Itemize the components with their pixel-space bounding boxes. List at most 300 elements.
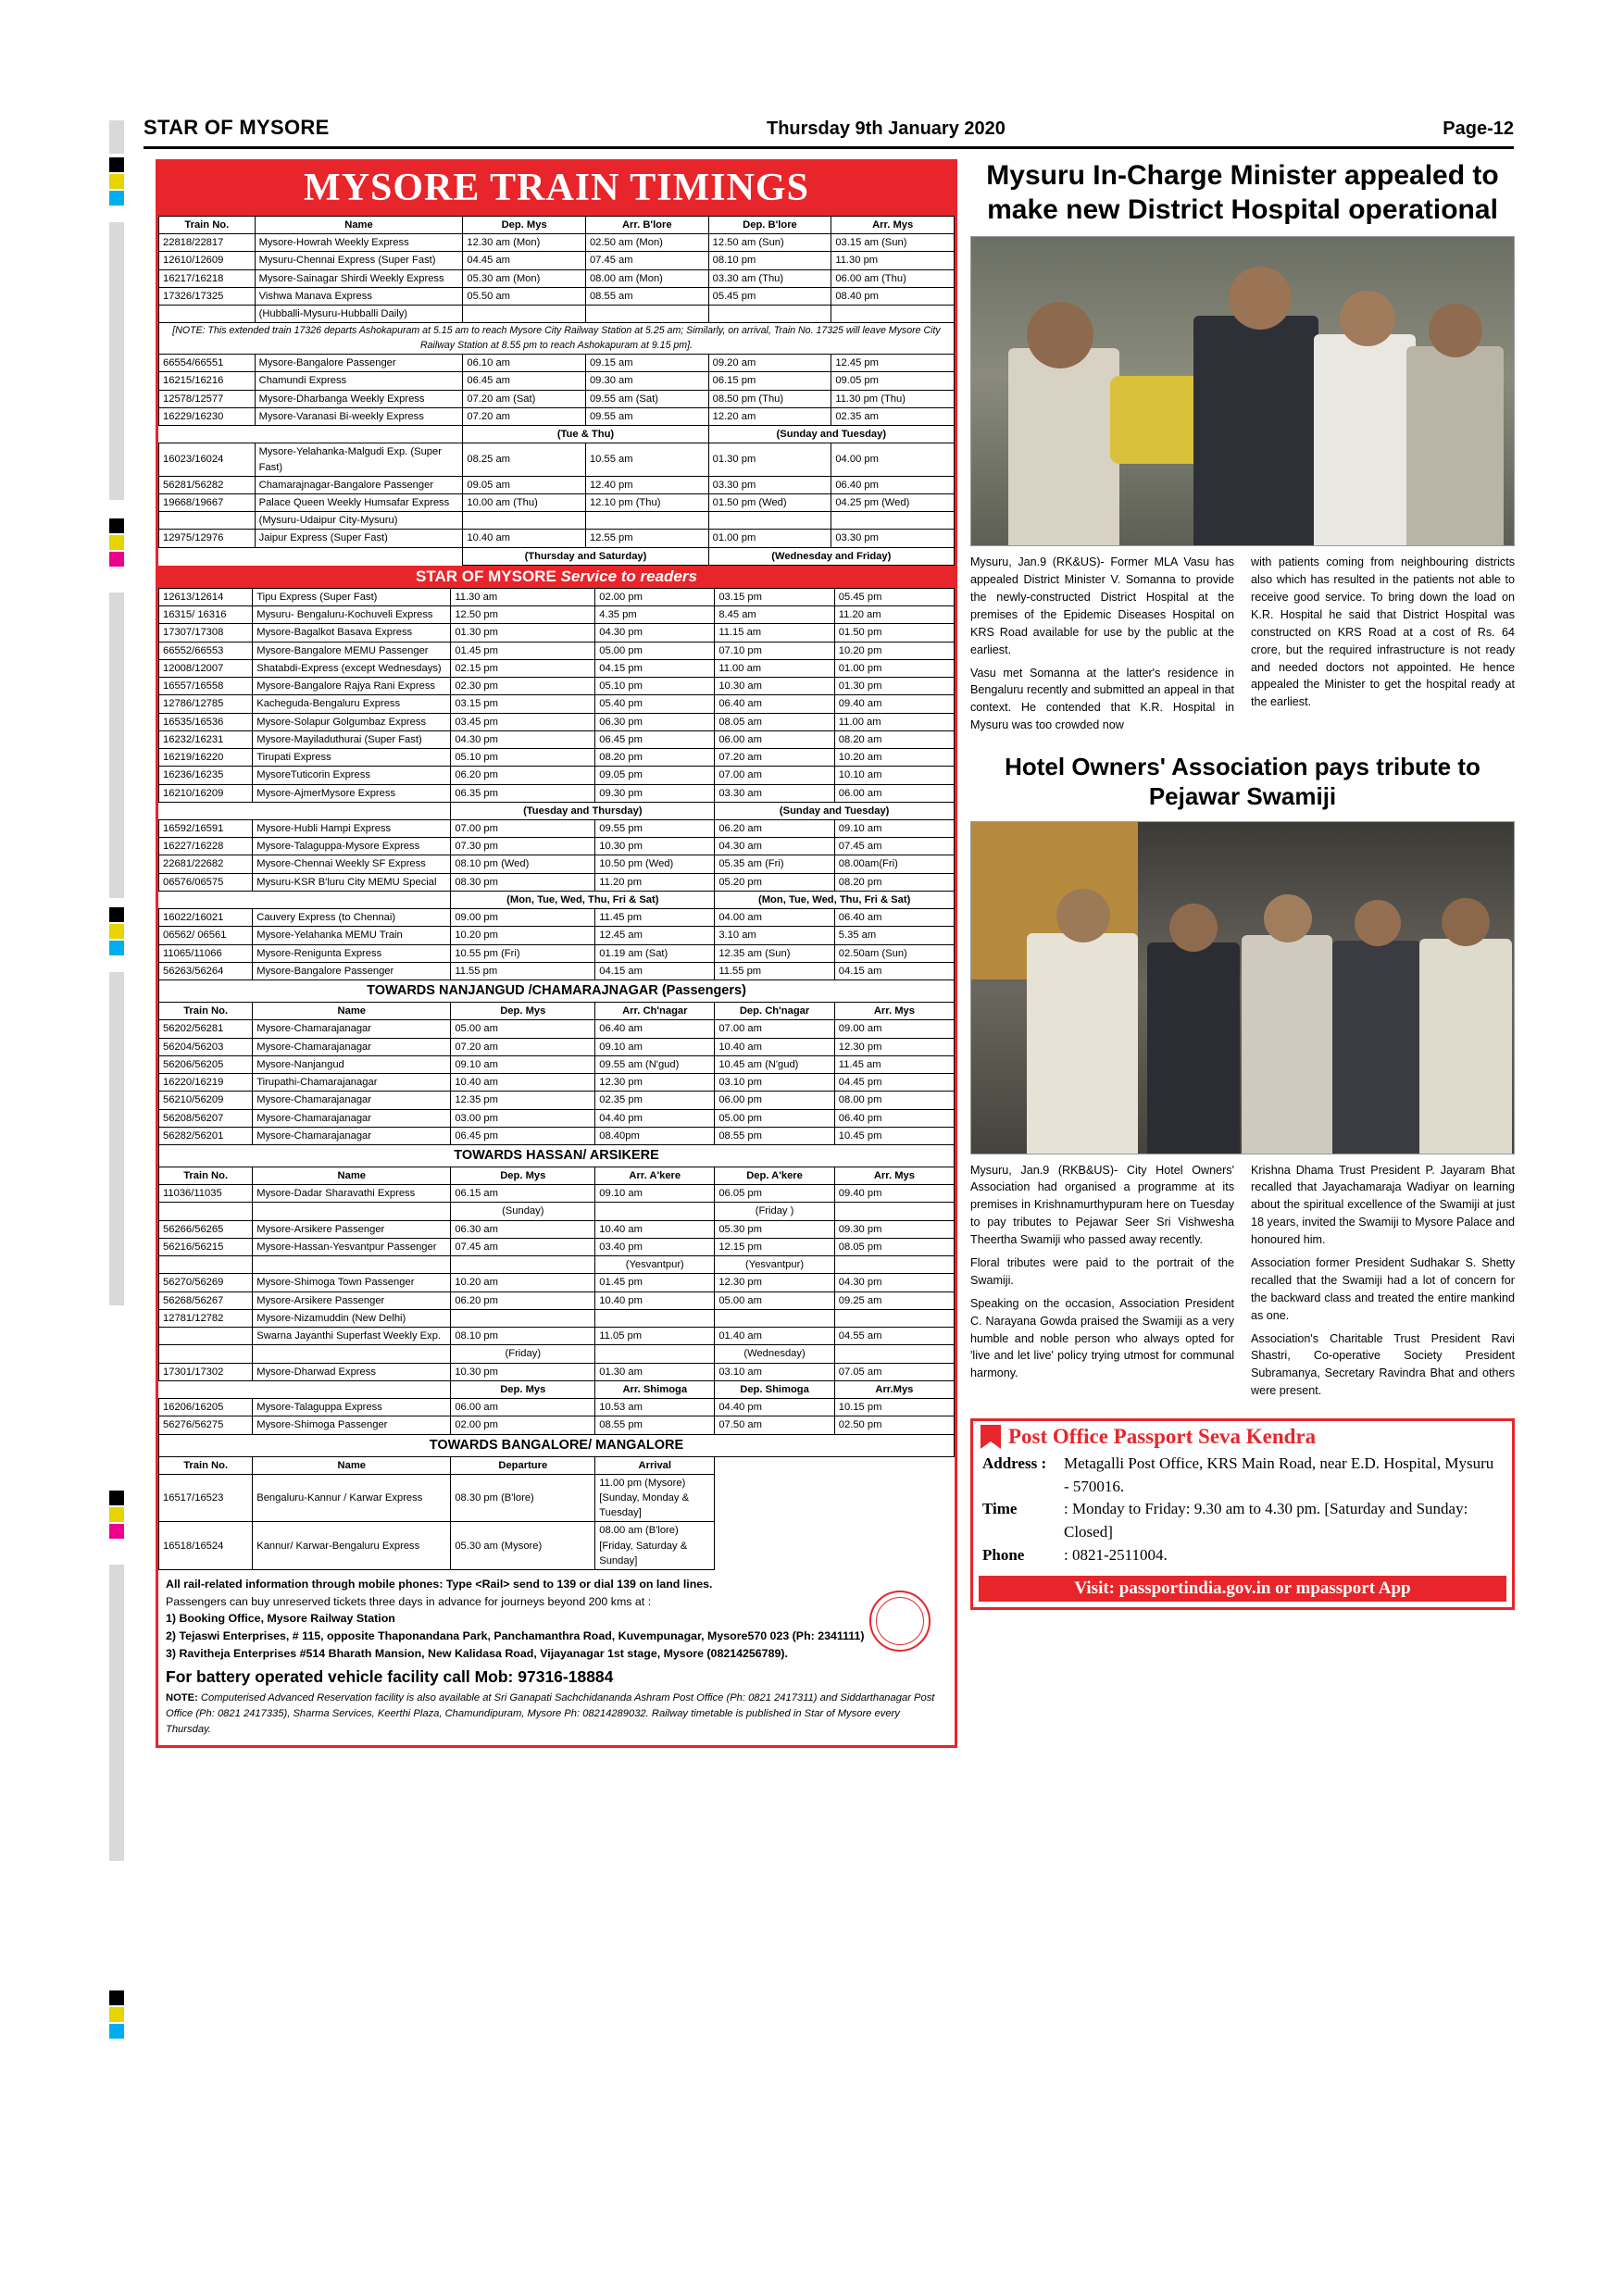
time-label: Time xyxy=(982,1500,1018,1518)
cell: 05.35 am (Fri) xyxy=(715,855,834,873)
cell: 12.45 pm xyxy=(831,355,955,372)
cell: 10.53 am xyxy=(595,1399,715,1416)
band-brand: STAR OF MYSORE xyxy=(416,567,556,585)
cell: 05.10 pm xyxy=(451,749,595,767)
cell: Chamarajnagar-Bangalore Passenger xyxy=(255,476,463,493)
cell: Mysore-Varanasi Bi-weekly Express xyxy=(255,407,463,425)
cell: 06.00 am xyxy=(451,1399,595,1416)
cell: Mysore-Bangalore MEMU Passenger xyxy=(253,642,451,659)
cell: 09.10 am xyxy=(595,1185,715,1203)
cell: 05.30 am (Mysore) xyxy=(451,1522,595,1570)
cell: 22818/22817 xyxy=(159,234,256,252)
span-label: (Mon, Tue, Wed, Thu, Fri & Sat) xyxy=(451,891,715,908)
span-label: (Thursday and Saturday) xyxy=(463,547,708,565)
reg-mark-black xyxy=(109,518,124,533)
table-row xyxy=(159,1309,955,1327)
cell: 12.30 am (Mon) xyxy=(463,234,586,252)
cell: 07.20 am xyxy=(715,749,834,767)
time-value: : Monday to Friday: 9.30 am to 4.30 pm. [Saturday and Sunday: Closed] xyxy=(1064,1500,1468,1541)
col-dep-mys: Dep. Mys xyxy=(451,1003,595,1020)
passport-time-row xyxy=(982,1498,1503,1543)
cell: 07.00 am xyxy=(715,1020,834,1038)
cell: 01.30 am xyxy=(595,1363,715,1380)
cell: 05.10 pm xyxy=(595,678,715,695)
col-train-no: Train No. xyxy=(159,1167,253,1185)
table-row xyxy=(159,1345,955,1363)
cell: 09.55 am (Sat) xyxy=(585,390,708,407)
cell: 06.00 pm xyxy=(715,1092,834,1109)
photo-figure xyxy=(1406,346,1504,546)
col-blank xyxy=(253,1380,451,1398)
cell: 04.00 pm xyxy=(831,443,955,476)
photo-figure xyxy=(1193,316,1318,546)
cell: 16535/16536 xyxy=(159,713,253,730)
cell: 08.05 pm xyxy=(834,1238,954,1255)
cell: 12.50 pm xyxy=(451,606,595,624)
table-row xyxy=(159,1256,955,1274)
cell xyxy=(159,512,256,530)
cell: Mysore-Talaguppa Express xyxy=(253,1399,451,1416)
cell: 03.40 pm xyxy=(595,1238,715,1255)
train-timings-table xyxy=(158,216,955,566)
cell: 11.30 pm (Thu) xyxy=(831,390,955,407)
cell: 10.40 am xyxy=(715,1038,834,1055)
cell xyxy=(831,306,955,323)
col-name: Name xyxy=(253,1167,451,1185)
cell: (Hubballi-Mysuru-Hubballi Daily) xyxy=(255,306,463,323)
cell: 16592/16591 xyxy=(159,819,253,837)
cell: 01.30 pm xyxy=(451,624,595,642)
table-row xyxy=(159,909,955,927)
cell: 07.20 am (Sat) xyxy=(463,390,586,407)
cell: (Wednesday) xyxy=(715,1345,834,1363)
cell: 56266/56265 xyxy=(159,1220,253,1238)
story1-headline: Mysuru In-Charge Minister appealed to make new District Hospital operational xyxy=(986,160,1499,225)
photo-figure xyxy=(1332,941,1421,1154)
cell: Mysore-Howrah Weekly Express xyxy=(255,234,463,252)
cell: 06.40 pm xyxy=(834,1109,954,1127)
cell: 8.45 am xyxy=(715,606,834,624)
rail-info-sub: Passengers can buy unreserved tickets three days in advance for journeys beyond 200 kms at : xyxy=(166,1594,652,1608)
cell: (Mysuru-Udaipur City-Mysuru) xyxy=(255,512,463,530)
cell: 16220/16219 xyxy=(159,1074,253,1092)
cell: 06.20 pm xyxy=(451,1292,595,1309)
cell: Cauvery Express (to Chennai) xyxy=(253,909,451,927)
cell: 03.00 pm xyxy=(451,1109,595,1127)
cell: 10.55 pm (Fri) xyxy=(451,944,595,962)
table-row xyxy=(159,234,955,252)
cell: Mysore-Chennai Weekly SF Express xyxy=(253,855,451,873)
cell: 06.30 pm xyxy=(595,713,715,730)
cell: 56202/56281 xyxy=(159,1020,253,1038)
photo-face xyxy=(1169,904,1218,952)
col-arr-mys: Arr. Mys xyxy=(834,1167,954,1185)
cell: 02.50 am (Mon) xyxy=(585,234,708,252)
cell: 08.55 pm xyxy=(715,1127,834,1144)
cell: Kacheguda-Bengaluru Express xyxy=(253,695,451,713)
reg-mark-magenta xyxy=(109,1524,124,1539)
table-row xyxy=(159,642,955,659)
story1-col2 xyxy=(1251,554,1515,740)
cell: Mysore-Shimoga Passenger xyxy=(253,1416,451,1434)
cell: 07.10 pm xyxy=(715,642,834,659)
table-row xyxy=(159,390,955,407)
cell: 05.20 pm xyxy=(715,873,834,891)
cell: (Friday ) xyxy=(715,1203,834,1220)
passport-address-row xyxy=(982,1453,1503,1498)
cell: 08.30 pm xyxy=(451,873,595,891)
cell: 07.50 am xyxy=(715,1416,834,1434)
col-arr-mys: Arr. Mys xyxy=(834,1003,954,1020)
cell: 09.55 am (N'gud) xyxy=(595,1055,715,1073)
reg-mark-yellow xyxy=(109,924,124,939)
section-hassan: TOWARDS HASSAN/ ARSIKERE xyxy=(159,1144,955,1167)
table-row xyxy=(159,1363,955,1380)
table-row xyxy=(159,588,955,605)
cell: 56206/56205 xyxy=(159,1055,253,1073)
cell: Tipu Express (Super Fast) xyxy=(253,588,451,605)
cell: 09.30 pm xyxy=(595,784,715,802)
cell: 07.05 am xyxy=(834,1363,954,1380)
cell: 01.45 pm xyxy=(451,642,595,659)
cell xyxy=(159,1345,253,1363)
cell: 02.50am (Sun) xyxy=(834,944,954,962)
cell: Mysore-Chamarajanagar xyxy=(253,1092,451,1109)
cell: 08.10 pm xyxy=(708,252,831,269)
cell xyxy=(159,1328,253,1345)
passport-details xyxy=(973,1451,1512,1572)
cell: 06.20 am xyxy=(715,819,834,837)
cell: 03.15 am (Sun) xyxy=(831,234,955,252)
cell: 11.20 am xyxy=(834,606,954,624)
cell: 10.30 am xyxy=(715,678,834,695)
cell: Mysore-Dharbanga Weekly Express xyxy=(255,390,463,407)
address-label: Address : xyxy=(982,1454,1047,1473)
passport-phone-row xyxy=(982,1544,1503,1567)
cell: 09.55 pm xyxy=(595,819,715,837)
table-note-row xyxy=(159,323,955,355)
phone-label: Phone xyxy=(982,1545,1025,1564)
cell: 11.45 am xyxy=(834,1055,954,1073)
cell: 09.00 pm xyxy=(451,909,595,927)
table-row xyxy=(159,1292,955,1309)
cell: 08.00 am (B'lore) [Friday, Saturday & Sunday] xyxy=(595,1522,715,1570)
cell xyxy=(253,1345,451,1363)
cell: Mysore-Nizamuddin (New Delhi) xyxy=(253,1309,451,1327)
col-dep-shimoga: Dep. Shimoga xyxy=(715,1380,834,1398)
cell: 05.45 pm xyxy=(708,287,831,305)
cell: Jaipur Express (Super Fast) xyxy=(255,530,463,547)
cell: 16517/16523 xyxy=(159,1474,253,1522)
cell: 16518/16524 xyxy=(159,1522,253,1570)
cell: 04.30 pm xyxy=(834,1274,954,1292)
reg-bar xyxy=(109,1565,124,1861)
cell: 22681/22682 xyxy=(159,855,253,873)
cell: 07.20 am xyxy=(463,407,586,425)
paragraph: Speaking on the occasion, Association President C. Narayana Gowda praised the Swamiji as a very humble and noble person who always opted for 'live and let live' policy trying utmost for communal harmony. xyxy=(970,1296,1234,1380)
cell: 01.45 pm xyxy=(595,1274,715,1292)
cell xyxy=(831,512,955,530)
cell: 01.30 pm xyxy=(834,678,954,695)
cell: 17326/17325 xyxy=(159,287,256,305)
cell: 11.30 pm xyxy=(831,252,955,269)
story2-col1 xyxy=(970,1162,1234,1406)
table-row xyxy=(159,407,955,425)
cell: 10.40 am xyxy=(595,1220,715,1238)
cell: 12610/12609 xyxy=(159,252,256,269)
table-row xyxy=(159,443,955,476)
col-dep-chnagar: Dep. Ch'nagar xyxy=(715,1003,834,1020)
cell: 56282/56201 xyxy=(159,1127,253,1144)
cell: 12781/12782 xyxy=(159,1309,253,1327)
cell: 11036/11035 xyxy=(159,1185,253,1203)
table-row xyxy=(159,1416,955,1434)
flag-icon xyxy=(981,1425,1001,1449)
cell: 56263/56264 xyxy=(159,962,253,980)
cell: Mysore-Dadar Sharavathi Express xyxy=(253,1185,451,1203)
span-label: (Sunday and Tuesday) xyxy=(708,426,954,443)
cell: 11.15 am xyxy=(715,624,834,642)
cell: 10.20 pm xyxy=(451,927,595,944)
cell: (Sunday) xyxy=(451,1203,595,1220)
photo-face xyxy=(1027,302,1093,368)
train-timings-panel xyxy=(156,159,957,1748)
col-dep-mys: Dep. Mys xyxy=(463,217,586,234)
cell: 10.40 am xyxy=(451,1074,595,1092)
cell: 04.30 pm xyxy=(451,730,595,748)
cell: 05.00 pm xyxy=(595,642,715,659)
phone-value: : 0821-2511004. xyxy=(1064,1545,1168,1564)
photo-face xyxy=(1355,900,1401,946)
cell: 02.50 pm xyxy=(834,1416,954,1434)
cell: 09.15 am xyxy=(585,355,708,372)
cell: 08.10 pm (Wed) xyxy=(451,855,595,873)
cell: 04.15 am xyxy=(834,962,954,980)
cell: 12.40 pm xyxy=(585,476,708,493)
cell: 08.40pm xyxy=(595,1127,715,1144)
footnote-label: NOTE: xyxy=(166,1692,198,1704)
table-span-row xyxy=(159,802,955,819)
cell: 03.30 am (Thu) xyxy=(708,269,831,287)
cell: Mysore-Renigunta Express xyxy=(253,944,451,962)
cell: 04.45 am xyxy=(463,252,586,269)
section-header-row xyxy=(159,980,955,1003)
cell: 16219/16220 xyxy=(159,749,253,767)
cell: 09.20 am xyxy=(708,355,831,372)
cell: 56268/56267 xyxy=(159,1292,253,1309)
cell: 09.05 pm xyxy=(595,767,715,784)
cell: 10.40 am xyxy=(463,530,586,547)
reg-mark-black xyxy=(109,1990,124,2005)
cell: 08.25 am xyxy=(463,443,586,476)
reg-mark-magenta xyxy=(109,552,124,567)
cell: 12.20 am xyxy=(708,407,831,425)
paragraph: Association's Charitable Trust President Ravi Shastri, Co-operative Society President Subramanya, Secretary Ravindra Bhat and others were present. xyxy=(1251,1331,1515,1398)
photo-figure xyxy=(1147,942,1240,1154)
cell: 12.50 am (Sun) xyxy=(708,234,831,252)
footnote-text: Computerised Advanced Reservation facility is also available at Sri Ganapati Sachchidananda Ashram Post Office (Ph: 0821 2417311) and Siddarthanagar Post Office (Ph: 0821 2417335), Sharma Services, Keerthi Plaza, Chamundipuram, Mysore Ph: 08214289032. Railway timetable is published in Star of Mysore every Thursday. xyxy=(166,1692,935,1735)
train-timings-title: MYSORE TRAIN TIMINGS xyxy=(158,162,955,216)
cell xyxy=(463,512,586,530)
table-header-row xyxy=(159,1456,955,1474)
cell: 06.35 pm xyxy=(451,784,595,802)
reg-mark-cyan xyxy=(109,191,124,206)
cell: 56276/56275 xyxy=(159,1416,253,1434)
cell: 08.20 am xyxy=(834,730,954,748)
cell: 08.30 pm (B'lore) xyxy=(451,1474,595,1522)
cell: Mysore-Sainagar Shirdi Weekly Express xyxy=(255,269,463,287)
cell: 10.20 am xyxy=(451,1274,595,1292)
col-name: Name xyxy=(253,1456,451,1474)
cell: 04.30 am xyxy=(715,838,834,855)
train-timings-table-2 xyxy=(158,588,955,1570)
table-row xyxy=(159,873,955,891)
cell: 06.40 pm xyxy=(831,476,955,493)
col-arr-blore: Arr. B'lore xyxy=(585,217,708,234)
cell: Mysuru- Bengaluru-Kochuveli Express xyxy=(253,606,451,624)
cell: 10.40 pm xyxy=(595,1292,715,1309)
section-header-row xyxy=(159,1144,955,1167)
cell: 09.05 pm xyxy=(831,372,955,390)
col-name: Name xyxy=(255,217,463,234)
cell: 10.55 am xyxy=(585,443,708,476)
cell: Mysore-Chamarajanagar xyxy=(253,1109,451,1127)
table-row xyxy=(159,678,955,695)
table-row xyxy=(159,287,955,305)
cell: 12.30 pm xyxy=(595,1074,715,1092)
table-span-row xyxy=(159,426,955,443)
table-row xyxy=(159,749,955,767)
table-row xyxy=(159,962,955,980)
cell: Mysore-Bagalkot Basava Express xyxy=(253,624,451,642)
cell: 12.30 pm xyxy=(834,1038,954,1055)
span-label: (Wednesday and Friday) xyxy=(708,547,954,565)
cell: Mysore-Solapur Golgumbaz Express xyxy=(253,713,451,730)
table-row xyxy=(159,512,955,530)
cell: 08.05 am xyxy=(715,713,834,730)
col-dep-akere: Dep. A'kere xyxy=(715,1167,834,1185)
cell: 11.00 pm (Mysore) [Sunday, Monday & Tuesday] xyxy=(595,1474,715,1522)
table-header-row xyxy=(159,1167,955,1185)
table-row xyxy=(159,624,955,642)
cell: 11.55 pm xyxy=(715,962,834,980)
paragraph: Association former President Sudhakar S. Shetty recalled that the Swamiji had a lot of concern for the backward class and treated the entire mankind as one. xyxy=(1251,1255,1515,1322)
cell: 02.35 pm xyxy=(595,1092,715,1109)
reg-bar xyxy=(109,972,124,1305)
cell: 08.40 pm xyxy=(831,287,955,305)
cell xyxy=(585,306,708,323)
cell: 06.20 pm xyxy=(451,767,595,784)
table-row xyxy=(159,1220,955,1238)
cell: 12.45 am xyxy=(595,927,715,944)
cell xyxy=(253,1203,451,1220)
photo-face xyxy=(1056,889,1110,942)
cell: Mysore-Chamarajanagar xyxy=(253,1038,451,1055)
cell: 11.05 pm xyxy=(595,1328,715,1345)
table-row xyxy=(159,927,955,944)
cell: 09.10 am xyxy=(595,1038,715,1055)
cell: Mysore-Bangalore Passenger xyxy=(253,962,451,980)
cell: 09.05 am xyxy=(463,476,586,493)
news-column xyxy=(970,159,1515,1610)
passport-title: Post Office Passport Seva Kendra xyxy=(1008,1425,1317,1449)
story1-body xyxy=(970,554,1515,740)
reg-mark-black xyxy=(109,1491,124,1505)
cell: 07.20 am xyxy=(451,1038,595,1055)
cell: 08.10 pm xyxy=(451,1328,595,1345)
cell: 04.25 pm (Wed) xyxy=(831,494,955,512)
cell xyxy=(834,1203,954,1220)
cell: Mysore-Bangalore Passenger xyxy=(255,355,463,372)
cell: 16227/16228 xyxy=(159,838,253,855)
table-row xyxy=(159,252,955,269)
cell: 01.50 pm xyxy=(834,624,954,642)
cell: 05.00 am xyxy=(451,1020,595,1038)
col-arr-chnagar: Arr. Ch'nagar xyxy=(595,1003,715,1020)
cell: 07.45 am xyxy=(585,252,708,269)
reg-mark-cyan xyxy=(109,941,124,955)
cell: 12.15 pm xyxy=(715,1238,834,1255)
cell: 04.40 pm xyxy=(715,1399,834,1416)
cell: 03.15 pm xyxy=(451,695,595,713)
cell: 66554/66551 xyxy=(159,355,256,372)
cell: 10.45 pm xyxy=(834,1127,954,1144)
cell: Mysore-Yelahanka MEMU Train xyxy=(253,927,451,944)
cell: 06.15 am xyxy=(451,1185,595,1203)
cell xyxy=(834,1345,954,1363)
cell xyxy=(834,1256,954,1274)
cell: Mysore-Chamarajanagar xyxy=(253,1127,451,1144)
cell: 09.10 am xyxy=(834,819,954,837)
rail-info-block xyxy=(158,1570,955,1664)
col-train-no: Train No. xyxy=(159,217,256,234)
photo-face xyxy=(1264,894,1312,942)
cell xyxy=(834,1309,954,1327)
cell: 56208/56207 xyxy=(159,1109,253,1127)
col-dep-blore: Dep. B'lore xyxy=(708,217,831,234)
cell: 04.00 am xyxy=(715,909,834,927)
cell: Mysuru-Chennai Express (Super Fast) xyxy=(255,252,463,269)
table-row xyxy=(159,1238,955,1255)
story2-col2 xyxy=(1251,1162,1515,1406)
table-row xyxy=(159,1522,955,1570)
reg-bar xyxy=(109,593,124,898)
cell: (Yesvantpur) xyxy=(715,1256,834,1274)
cell: 01.30 pm xyxy=(708,443,831,476)
table-row xyxy=(159,1185,955,1203)
col-train-no: Train No. xyxy=(159,1003,253,1020)
cell: 10.45 am (N'gud) xyxy=(715,1055,834,1073)
cell: 06576/06575 xyxy=(159,873,253,891)
cell: Kannur/ Karwar-Bengaluru Express xyxy=(253,1522,451,1570)
cell: 02.30 pm xyxy=(451,678,595,695)
table-row xyxy=(159,355,955,372)
cell: Mysore-Nanjangud xyxy=(253,1055,451,1073)
cell: 12786/12785 xyxy=(159,695,253,713)
paragraph: Floral tributes were paid to the portrait of the Swamiji. xyxy=(970,1255,1234,1287)
col-arr-shimoga: Arr. Shimoga xyxy=(595,1380,715,1398)
cell xyxy=(585,512,708,530)
cell: (Friday) xyxy=(451,1345,595,1363)
passport-visit-link[interactable]: Visit: passportindia.gov.in or mpassport App xyxy=(979,1576,1506,1602)
cell: 56216/56215 xyxy=(159,1238,253,1255)
cell: 12.55 pm xyxy=(585,530,708,547)
reg-mark-cyan xyxy=(109,2024,124,2039)
cell: 10.50 pm (Wed) xyxy=(595,855,715,873)
cell: 06.40 am xyxy=(595,1020,715,1038)
cell: Mysore-Arsikere Passenger xyxy=(253,1292,451,1309)
band-subtitle: Service to readers xyxy=(560,567,697,585)
